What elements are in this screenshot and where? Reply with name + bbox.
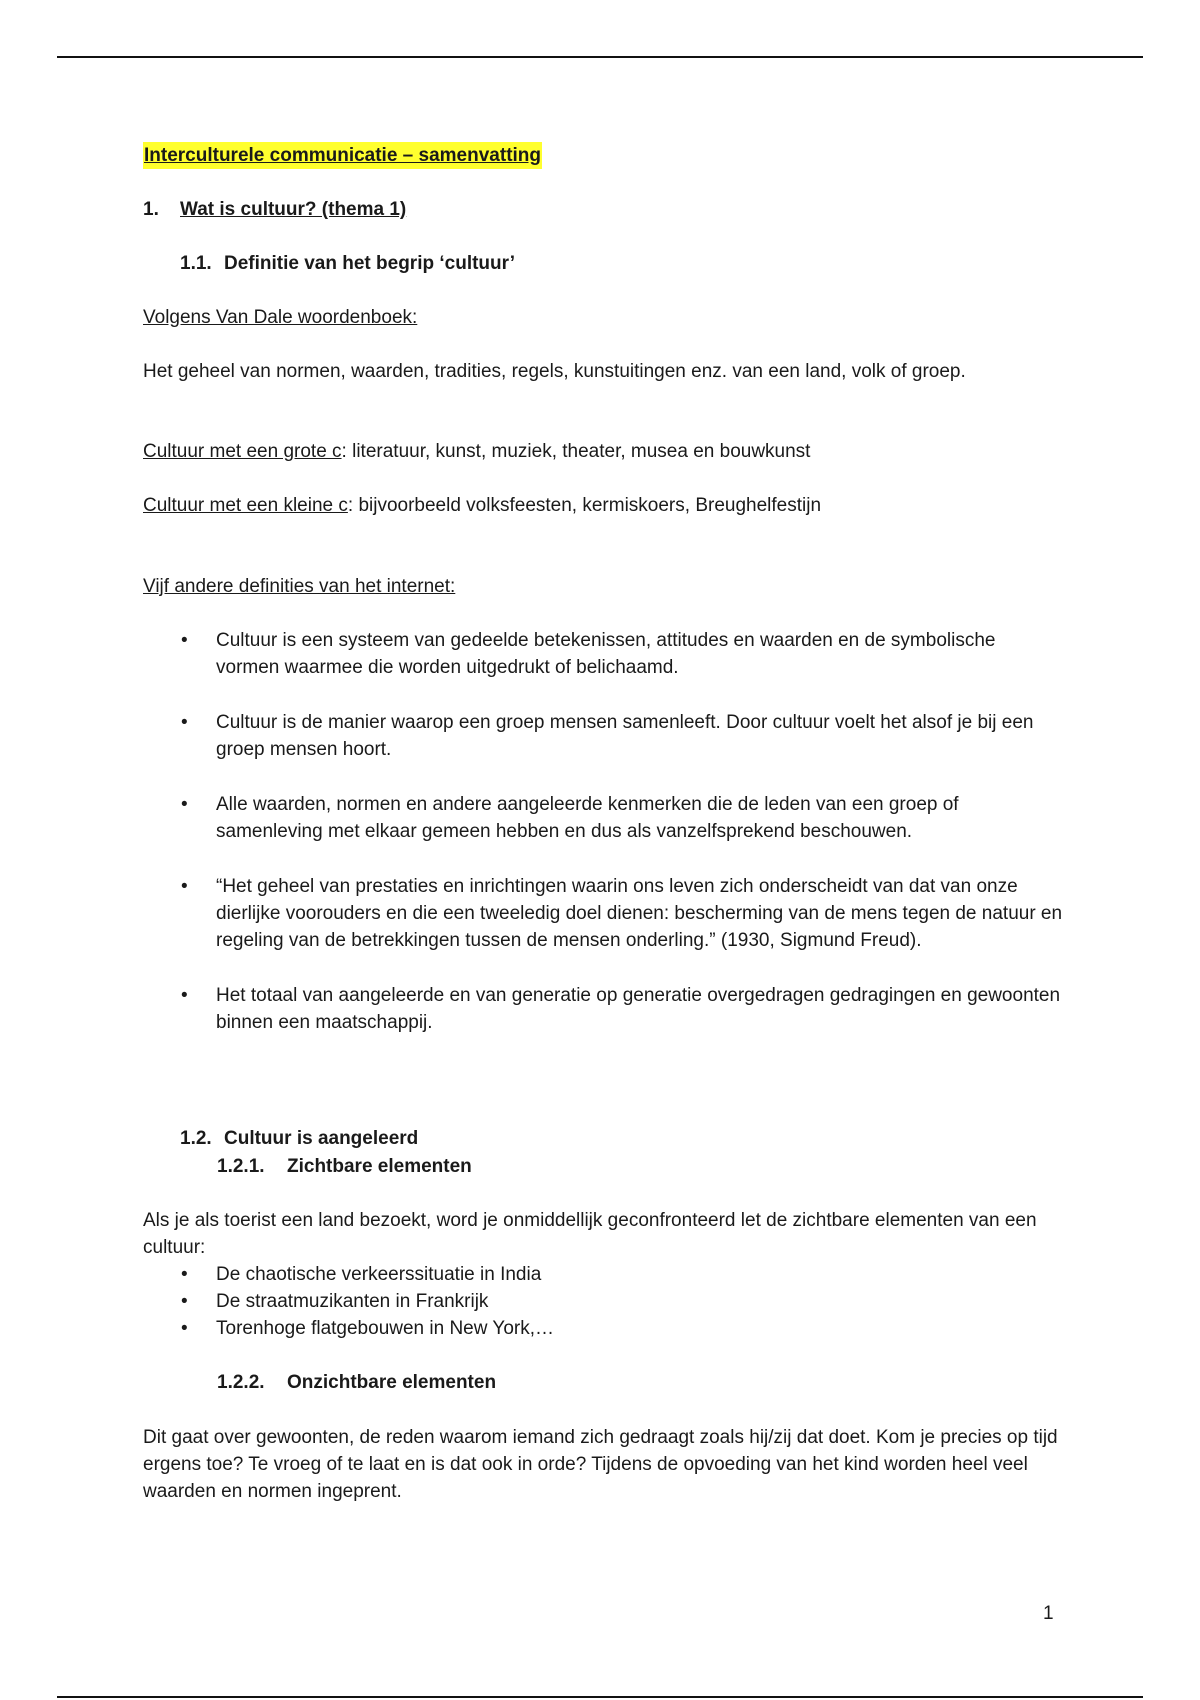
list-item: • De chaotische verkeerssituatie in India: [143, 1261, 1063, 1288]
section-1-number: 1.: [143, 199, 159, 220]
section-1-2-2-heading: [217, 1369, 496, 1396]
bullet-icon: •: [181, 1264, 188, 1285]
bullet-icon: •: [181, 985, 188, 1006]
grote-c-line: [143, 438, 1063, 465]
zichtbaar-list: [143, 1261, 1063, 1342]
list-item: • De straatmuzikanten in Frankrijk: [143, 1288, 1063, 1315]
list-item: • Cultuur is de manier waarop een groep mensen samenleeft. Door cultuur voelt het alsof je bij een groep mensen hoort.: [143, 709, 1063, 763]
bullet-icon: •: [181, 1291, 188, 1312]
kleine-c-line: [143, 492, 1063, 519]
bullet-icon: •: [181, 712, 188, 733]
list-item: • Cultuur is een systeem van gedeelde betekenissen, attitudes en waarden en de symbolische vormen waarmee die worden uitgedrukt of belichaamd.: [143, 627, 1063, 681]
bullet-icon: •: [181, 1318, 188, 1339]
kleine-c-text: : bijvoorbeeld volksfeesten, kermiskoers, Breughelfestijn: [347, 495, 822, 516]
internet-definitions-list: [143, 627, 1063, 1064]
bullet-icon: •: [181, 876, 188, 897]
section-1-2-title: Cultuur is aangeleerd: [224, 1128, 419, 1149]
section-1-2-2-title: Onzichtbare elementen: [287, 1372, 497, 1393]
vandale-definition: Het geheel van normen, waarden, tradities, regels, kunstuitingen enz. van een land, volk of groep.: [143, 361, 966, 382]
section-1-2-1-heading: [217, 1153, 472, 1180]
kleine-c-label: Cultuur met een kleine c: [143, 495, 348, 516]
document-title: Interculturele communicatie – samenvatting: [143, 142, 542, 169]
list-item: • “Het geheel van prestaties en inrichtingen waarin ons leven zich onderscheidt van dat van onze dierlijke voorouders en die een tweeledig doel dienen: bescherming van de mens tegen de natuur en regeling van de betrekkingen tussen de mensen onderling.” (1930, Sigmund Freud).: [143, 873, 1063, 954]
section-1-1-title: Definitie van het begrip ‘cultuur’: [224, 253, 516, 274]
list-item: • Torenhoge flatgebouwen in New York,…: [143, 1315, 1063, 1342]
zichtbaar-intro: Als je als toerist een land bezoekt, word je onmiddellijk geconfronteerd let de zichtbare elementen van een cultuur:: [143, 1210, 1037, 1258]
header-rule: [57, 56, 1143, 58]
section-1-heading: [143, 196, 406, 223]
section-1-2-2-number: 1.2.2.: [217, 1372, 265, 1393]
section-1-1-number: 1.1.: [180, 253, 212, 274]
page-number: 1: [1043, 1603, 1054, 1624]
internet-definitions-label: Vijf andere definities van het internet:: [143, 576, 456, 597]
section-1-1-heading: [180, 250, 515, 277]
section-1-2-1-title: Zichtbare elementen: [287, 1156, 472, 1177]
list-item: • Alle waarden, normen en andere aangeleerde kenmerken die de leden van een groep of samenleving met elkaar gemeen hebben en dus als vanzelfsprekend beschouwen.: [143, 791, 1063, 845]
section-1-2-heading: [180, 1125, 418, 1152]
section-1-2-number: 1.2.: [180, 1128, 212, 1149]
bullet-icon: •: [181, 630, 188, 651]
section-1-title: Wat is cultuur? (thema 1): [180, 199, 407, 220]
footer-rule: [57, 1696, 1143, 1698]
bullet-icon: •: [181, 794, 188, 815]
grote-c-text: : literatuur, kunst, muziek, theater, musea en bouwkunst: [341, 441, 811, 462]
onzichtbaar-text: Dit gaat over gewoonten, de reden waarom iemand zich gedraagt zoals hij/zij dat doet. Kom je precies op tijd ergens toe? Te vroeg of te laat en is dat ook in orde? Tijdens de opvoeding van het kind worden heel veel waarden en normen ingeprent.: [143, 1427, 1058, 1502]
section-1-2-1-number: 1.2.1.: [217, 1156, 265, 1177]
grote-c-label: Cultuur met een grote c: [143, 441, 342, 462]
list-item: • Het totaal van aangeleerde en van generatie op generatie overgedragen gedragingen en gewoonten binnen een maatschappij.: [143, 982, 1063, 1036]
vandale-label: Volgens Van Dale woordenboek:: [143, 307, 418, 328]
